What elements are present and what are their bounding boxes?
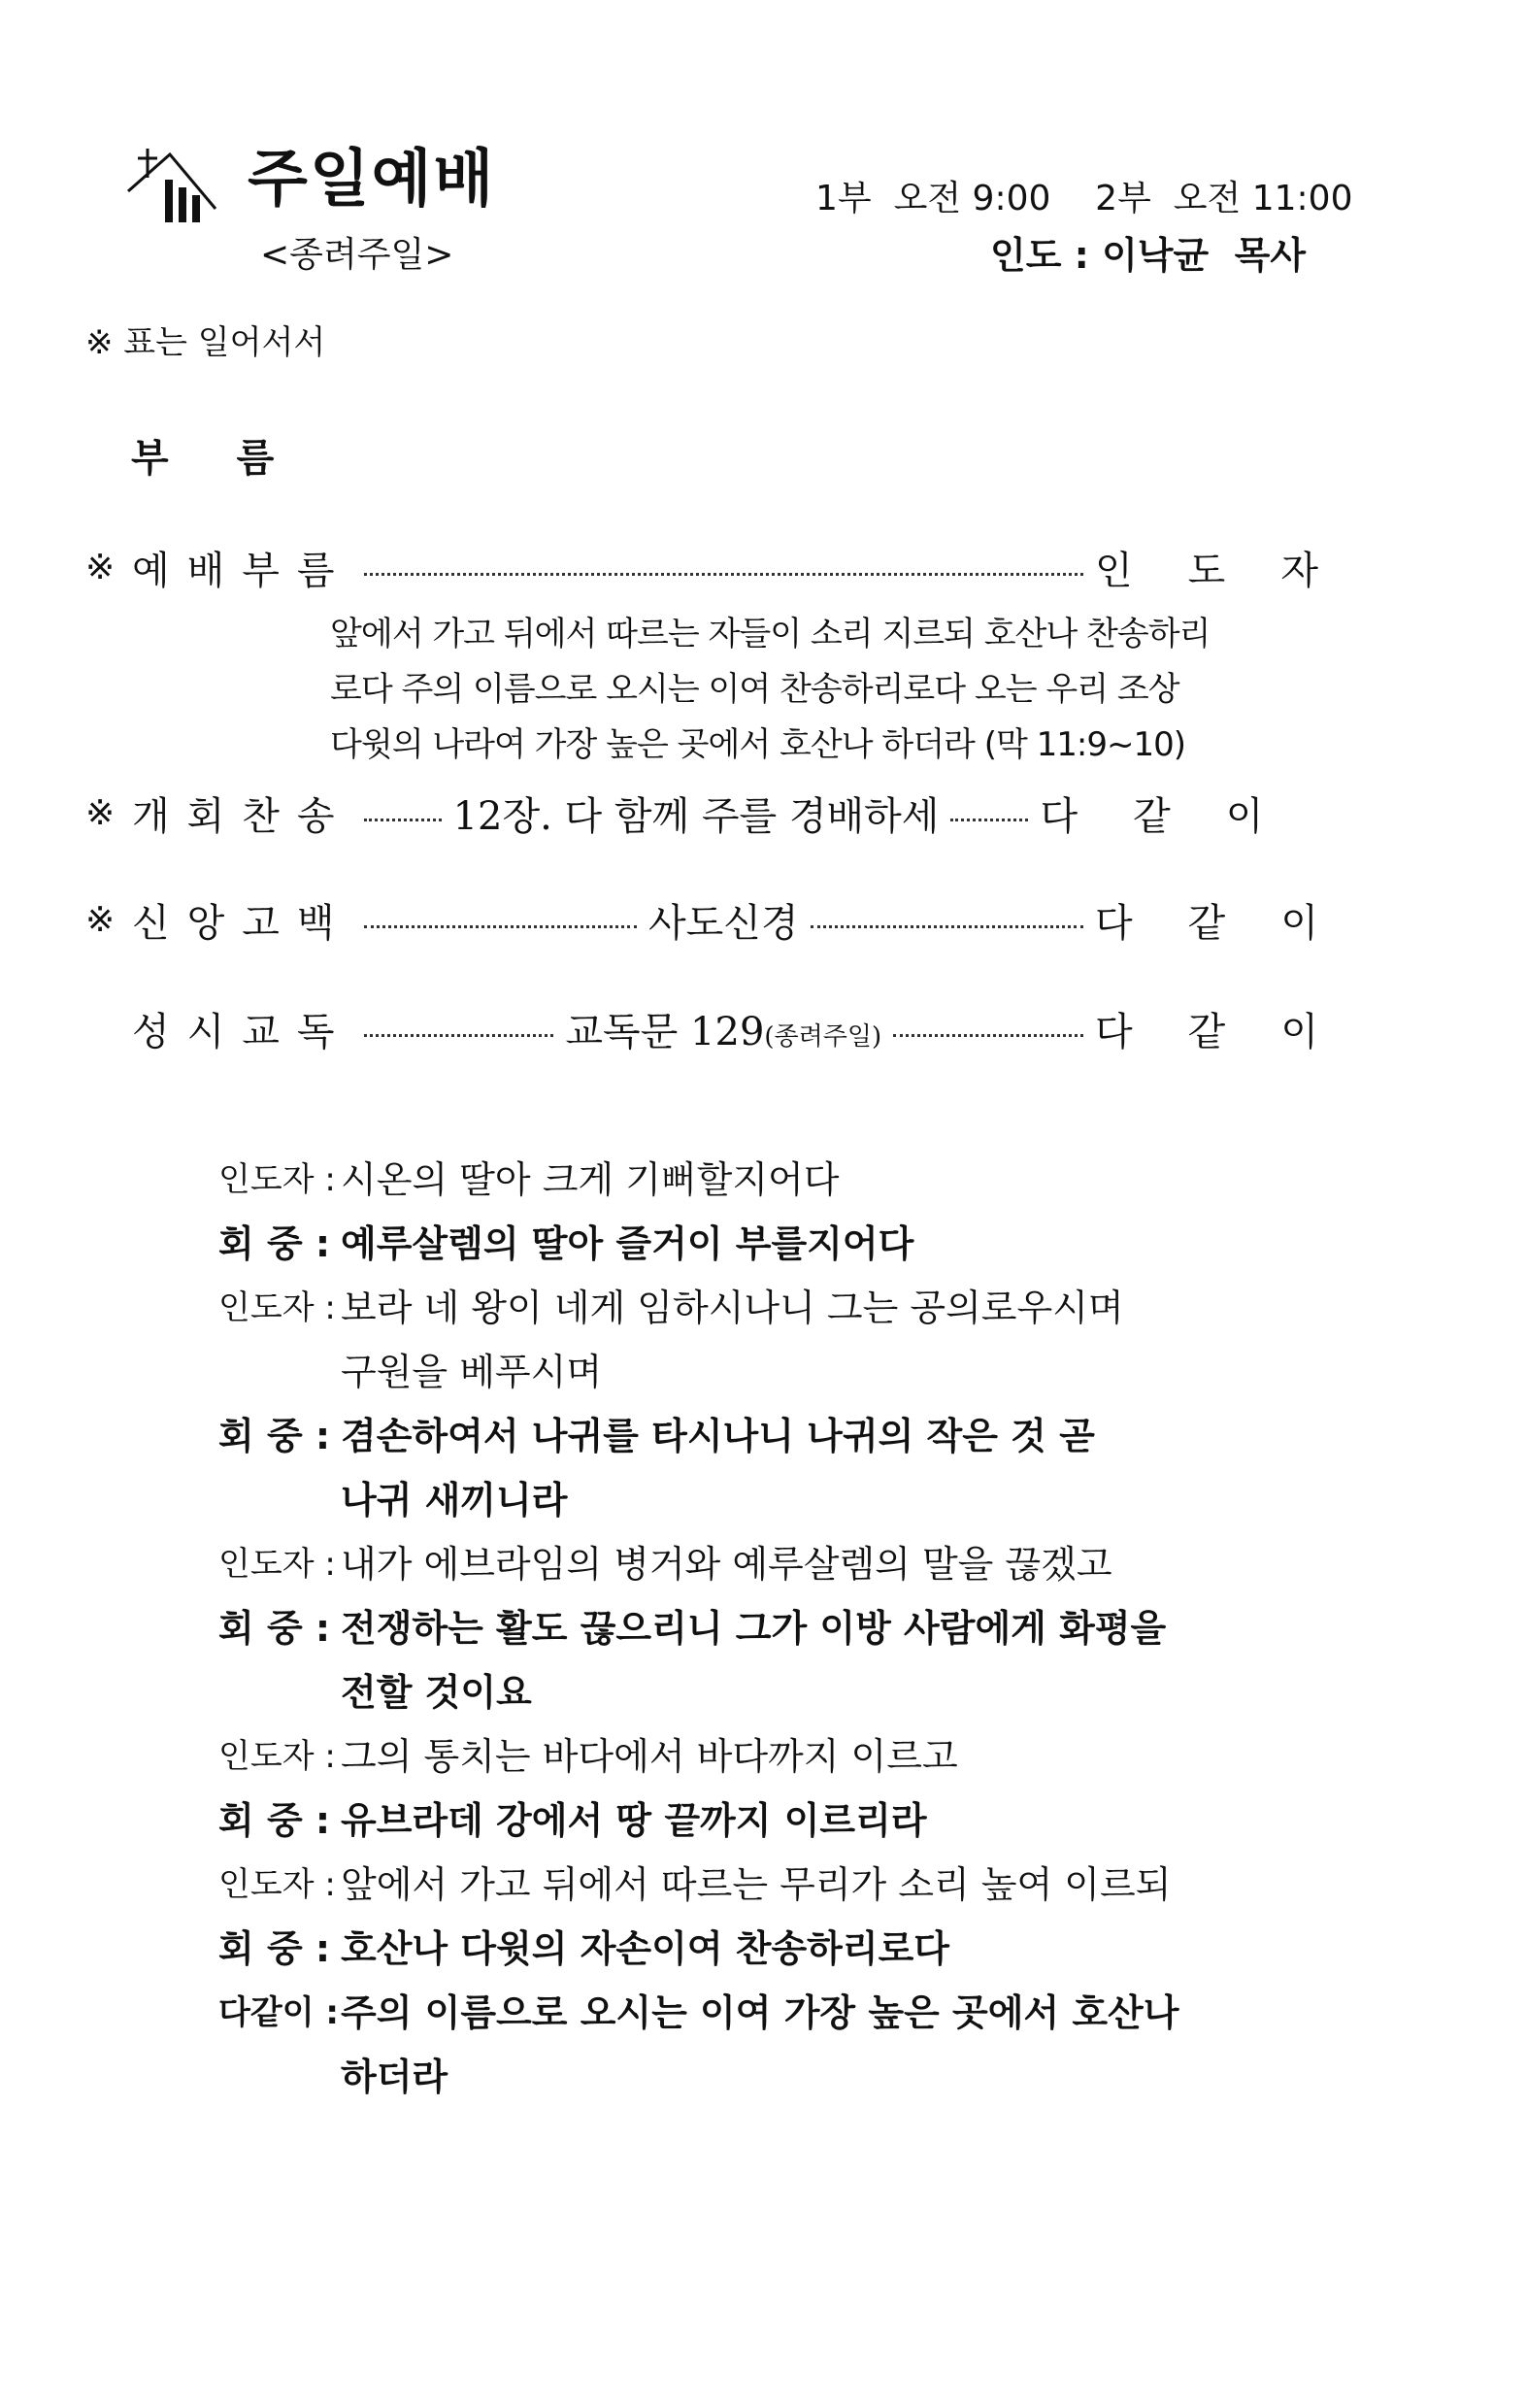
reading-line: 다같이 : 주의 이름으로 오시는 이여 가장 높은 곳에서 호산나 [218,1981,1344,2045]
speaker-label [218,2045,341,2109]
speaker-label: 인도자 : [218,1160,336,1199]
speaker-label: 회 중 : [218,1799,331,1842]
speaker-label [218,1340,341,1404]
leader-dots [364,925,637,928]
stand-note: ※ 표는 일어서서 [85,323,326,362]
leader-dots [893,1034,1083,1037]
reading-line: 전할 것이요 [218,1660,1344,1724]
scripture-text [330,607,1211,773]
reading-line: 인도자 : 내가 에브라임의 병거와 예루살렘의 말을 끊겠고 [218,1532,1344,1596]
order-item [85,782,1318,844]
speaker-label [218,1660,341,1724]
stand-mark: ※ [85,547,116,587]
scripture-line: 앞에서 가고 뒤에서 따르는 자들이 소리 지르되 호산나 찬송하리 [330,615,1211,653]
reading-line: 인도자 : 그의 통치는 바다에서 바다까지 이르고 [218,1724,1344,1789]
leader-dots [364,1034,554,1037]
scripture-line: 다윗의 나라여 가장 높은 곳에서 호산나 하더라 (막 11:9~10) [330,725,1185,764]
reading-line: 회 중 : 전쟁하는 활도 끊으리니 그가 이방 사람에게 화평을 [218,1596,1344,1660]
speaker-label: 인도자 : [218,1865,336,1904]
page-subtitle: <종려주일> [260,235,454,275]
order-item [85,536,1318,598]
order-item-name: 성시교독 [132,1009,352,1054]
reading-line: 하더라 [218,2045,1344,2109]
reading-line: 인도자 : 시온의 딸아 크게 기뻐할지어다 [218,1148,1344,1212]
reading-line: 회 중 : 유브라데 강에서 땅 끝까지 이르리라 [218,1789,1344,1853]
responsive-reading [218,1148,1344,2109]
speaker-label: 회 중 : [218,1927,331,1970]
order-item [85,997,1318,1059]
reading-line: 인도자 : 보라 네 왕이 네게 임하시나니 그는 공의로우시며 [218,1276,1344,1340]
service-times: 1부 오전 9:00 2부 오전 11:00 [815,179,1353,218]
leader-dots [364,573,1083,576]
reading-line: 인도자 : 앞에서 가고 뒤에서 따르는 무리가 소리 높여 이르되 [218,1853,1344,1917]
stand-mark: ※ [85,792,116,833]
speaker-label: 인도자 : [218,1737,336,1776]
church-logo-icon [126,141,218,223]
speaker-label: 다같이 : [218,1993,339,2032]
reading-line: 회 중 : 호산나 다윗의 자손이여 찬송하리로다 [218,1917,1344,1981]
speaker-label: 회 중 : [218,1415,331,1457]
speaker-label: 회 중 : [218,1607,331,1650]
reading-line: 회 중 : 예루살렘의 딸아 즐거이 부를지어다 [218,1212,1344,1276]
reading-line: 구원을 베푸시며 [218,1340,1344,1404]
leader-dots [811,925,1083,928]
order-item-detail: 교독문 129(종려주일) [565,1009,882,1054]
order-item-name: 개회찬송 [132,793,352,839]
order-item-detail: 12장. 다 함께 주를 경배하세 [452,793,940,839]
speaker-label: 인도자 : [218,1288,336,1327]
leader-dots [950,819,1028,821]
order-item-detail: 사도신경 [648,900,799,946]
reading-line: 회 중 : 겸손하여서 나귀를 타시나니 나귀의 작은 것 곧 [218,1404,1344,1468]
speaker-label: 인도자 : [218,1545,336,1584]
order-item-performer: 다 같 이 [1095,900,1318,946]
speaker-label: 회 중 : [218,1222,331,1265]
stand-mark: ※ [85,899,116,940]
order-item [85,888,1318,951]
scripture-line: 로다 주의 이름으로 오시는 이여 찬송하리로다 오는 우리 조상 [330,670,1179,709]
page-title: 주일예배 [248,144,496,216]
section-title: 부 름 [131,436,302,481]
speaker-label [218,1468,341,1532]
leader-dots [364,819,442,821]
service-leader: 인도 : 이낙균 목사 [990,234,1307,277]
order-item-performer: 다 같 이 [1040,793,1264,839]
order-item-performer: 다 같 이 [1095,1009,1318,1054]
reading-line: 나귀 새끼니라 [218,1468,1344,1532]
order-item-name: 예배부름 [132,548,352,593]
order-item-performer: 인 도 자 [1095,548,1318,593]
order-item-name: 신앙고백 [132,900,352,946]
